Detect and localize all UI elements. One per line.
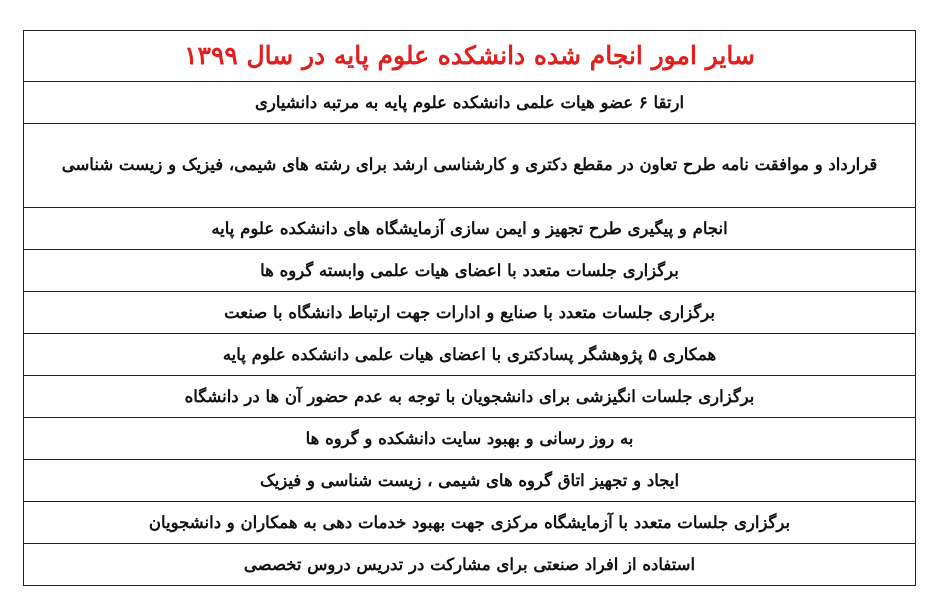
table-row: برگزاری جلسات متعدد با صنایع و ادارات جهت ارتباط دانشگاه با صنعت: [24, 291, 915, 333]
table-row: برگزاری جلسات متعدد با اعضای هیات علمی وابسته گروه ها: [24, 249, 915, 291]
table-row: همکاری ۵ پژوهشگر پسادکتری با اعضای هیات علمی دانشکده علوم پایه: [24, 333, 915, 375]
table-row: ایجاد و تجهیز اتاق گروه های شیمی ، زیست شناسی و فیزیک: [24, 459, 915, 501]
table-row: برگزاری جلسات متعدد با آزمایشگاه مرکزی جهت بهبود خدمات دهی به همکاران و دانشجویان: [24, 501, 915, 543]
table-row: انجام و پیگیری طرح تجهیز و ایمن سازی آزمایشگاه های دانشکده علوم پایه: [24, 207, 915, 249]
table-row: استفاده از افراد صنعتی برای مشارکت در تدریس دروس تخصصی: [24, 543, 915, 585]
table-row: قرارداد و موافقت نامه طرح تعاون در مقطع دکتری و کارشناسی ارشد برای رشته های شیمی، فیزیک و زیست شناسی: [24, 123, 915, 207]
table-row: به روز رسانی و بهبود سایت دانشکده و گروه ها: [24, 417, 915, 459]
activities-table: [23, 30, 916, 586]
table-title: سایر امور انجام شده دانشکده علوم پایه در سال ۱۳۹۹: [184, 40, 755, 70]
table-row: ارتقا ۶ عضو هیات علمی دانشکده علوم پایه به مرتبه دانشیاری: [24, 81, 915, 123]
table-row: برگزاری جلسات انگیزشی برای دانشجویان با توجه به عدم حضور آن ها در دانشگاه: [24, 375, 915, 417]
